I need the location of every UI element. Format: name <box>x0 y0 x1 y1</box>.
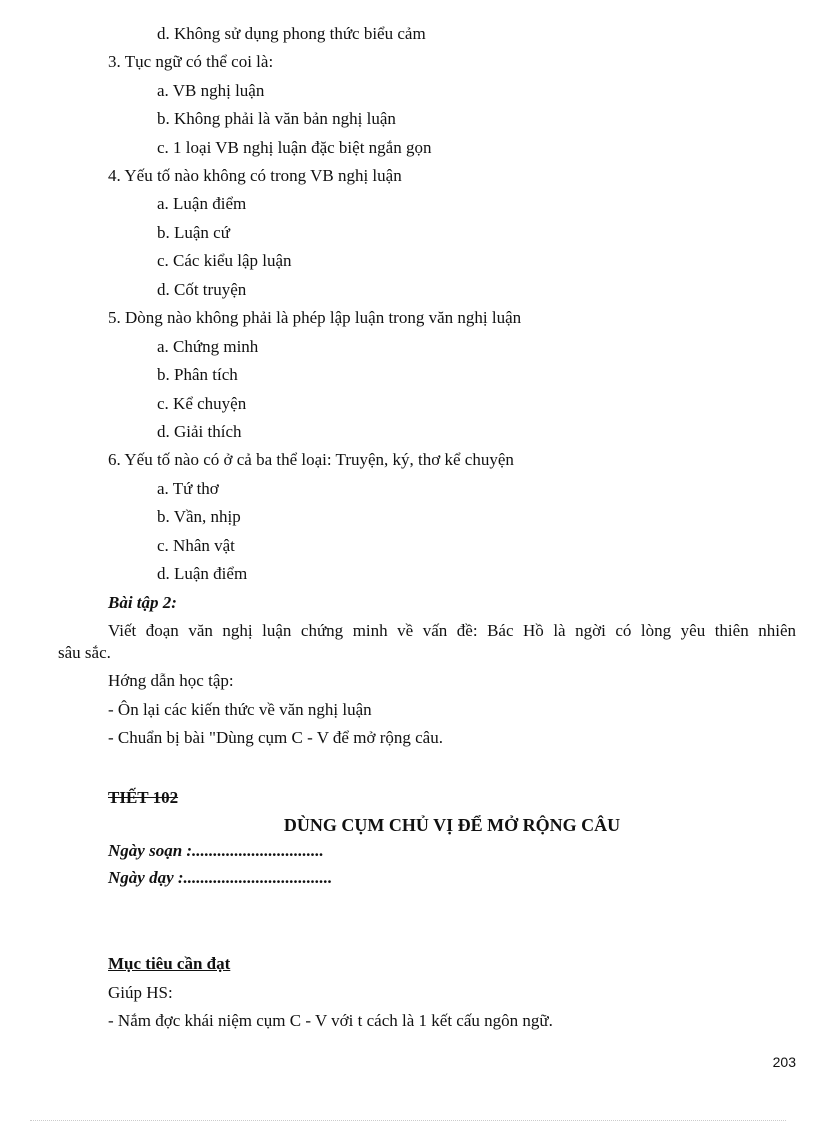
question-3-option-a: a. VB nghị luận <box>157 81 265 100</box>
question-4-option-b: b. Luận cứ <box>157 223 230 242</box>
question-5-option-b: b. Phân tích <box>157 365 238 384</box>
page-number: 203 <box>772 1054 796 1070</box>
lesson-title: DÙNG CỤM CHỦ VỊ ĐỂ MỞ RỘNG CÂU <box>283 815 621 835</box>
study-guide-item-2: - Chuẩn bị bài "Dùng cụm C - V để mở rộng câu. <box>108 728 443 747</box>
question-5-option-c: c. Kể chuyện <box>157 394 247 413</box>
teaching-date: Ngày dạy :................................... <box>108 868 333 887</box>
question-6-option-a: a. Tứ thơ <box>157 479 219 498</box>
question-6: 6. Yếu tố nào có ở cả ba thể loại: Truyện, ký, thơ kể chuyện <box>108 450 514 469</box>
question-3-option-b: b. Không phải là văn bản nghị luận <box>157 109 396 128</box>
objectives-heading: Mục tiêu cần đạt <box>108 954 231 973</box>
study-guide-item-1: - Ôn lại các kiến thức về văn nghị luận <box>108 700 372 719</box>
objectives-intro: Giúp HS: <box>108 983 173 1002</box>
question-5-option-a: a. Chứng minh <box>157 337 259 356</box>
question-6-option-d: d. Luận điểm <box>157 564 248 583</box>
question-5-option-d: d. Giải thích <box>157 422 242 441</box>
question-4-option-a: a. Luận điểm <box>157 194 247 213</box>
study-guide-heading: Hớng dẫn học tập: <box>108 671 234 690</box>
question-3: 3. Tục ngữ có thể coi là: <box>108 52 274 71</box>
exercise-2-heading: Bài tập 2: <box>108 593 177 612</box>
page-bottom-rule <box>30 1120 786 1121</box>
question-4: 4. Yếu tố nào không có trong VB nghị luận <box>108 166 402 185</box>
preparation-date: Ngày soạn :............................... <box>108 841 324 860</box>
objective-item-1: - Nắm đợc khái niệm cụm C - V với t cách là 1 kết cấu ngôn ngữ. <box>108 1011 553 1030</box>
question-4-option-c: c. Các kiểu lập luận <box>157 251 292 270</box>
lesson-number: TIẾT 102 <box>108 788 179 807</box>
question-2-option-d: d. Không sử dụng phong thức biểu cảm <box>157 24 426 43</box>
exercise-2-paragraph-line-1: Viết đoạn văn nghị luận chứng minh về vấn đề: Bác Hồ là ngời có lòng yêu thiên nhiên <box>108 621 796 640</box>
question-4-option-d: d. Cốt truyện <box>157 280 247 299</box>
question-3-option-c: c. 1 loại VB nghị luận đặc biệt ngắn gọn <box>157 138 432 157</box>
exercise-2-paragraph-line-2: sâu sắc. <box>58 643 111 662</box>
question-6-option-c: c. Nhân vật <box>157 536 235 555</box>
question-5: 5. Dòng nào không phải là phép lập luận trong văn nghị luận <box>108 308 522 327</box>
question-6-option-b: b. Vần, nhịp <box>157 507 241 526</box>
